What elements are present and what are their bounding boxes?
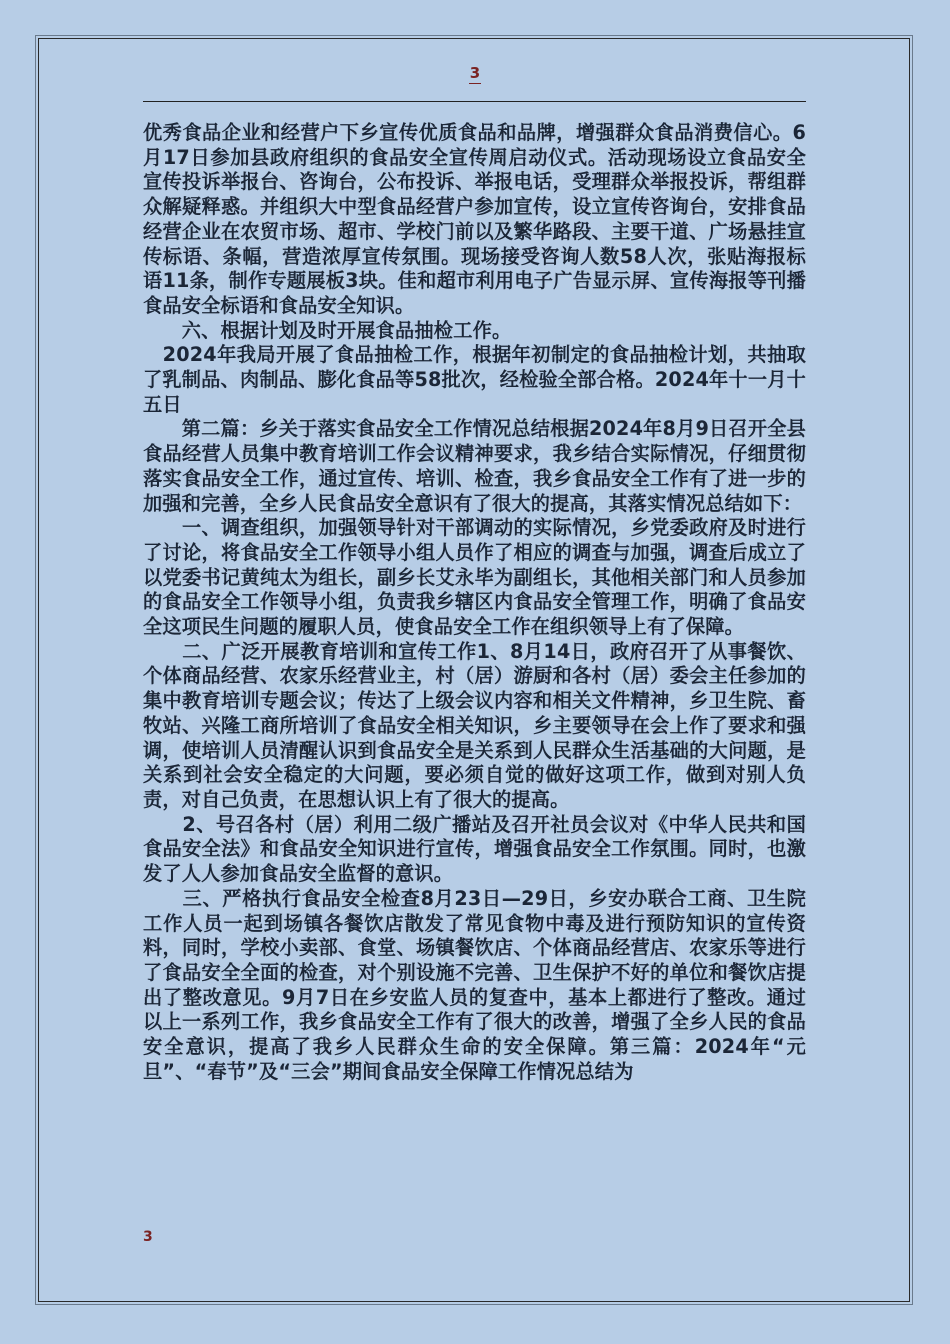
paragraph: 六、根据计划及时开展食品抽检工作。	[143, 318, 512, 342]
paragraph: 三、严格执行食品安全检查8月23日—29日，乡安办联合工商、卫生院工作人员一起到场镇各餐饮店散发了常见食物中毒及进行预防知识的宣传资料，同时，学校小卖部、食堂、场镇餐饮店、个体商品经营店、农家乐等进行了食品安全全面的检查，对个别设施不完善、卫生保护不好的单位和餐饮店提出了整改意见。9月7日在乡安监人员的复查中，基本上都进行了整改。通过以上一系列工作，我乡食品安全工作有了很大的改善，增强了全乡人民的食品安全意识，提高了我乡人民群众生命的安全保障。第三篇：2024年“元旦”、“春节”及“三会”期间食品安全保障工作情况总结为	[143, 886, 806, 1083]
paragraph: 优秀食品企业和经营户下乡宣传优质食品和品牌，增强群众食品消费信心。6月17日参加县政府组织的食品安全宣传周启动仪式。活动现场设立食品安全宣传投诉举报台、咨询台，公布投诉、举报电话，受理群众举报投诉，帮组群众解疑释惑。并组织大中型食品经营户参加宣传，设立宣传咨询台，安排食品经营企业在农贸市场、超市、学校门前以及繁华路段、主要干道、广场悬挂宣传标语、条幅，营造浓厚宣传氛围。现场接受咨询人数58人次，张贴海报标语11条，制作专题展板3块。佳和超市利用电子广告显示屏、宣传海报等刊播食品安全标语和食品安全知识。	[143, 121, 806, 317]
paragraph: 2024年我局开展了食品抽检工作，根据年初制定的食品抽检计划，共抽取了乳制品、肉制品、膨化食品等58批次，经检验全部合格。2024年十一月十五日	[143, 343, 806, 416]
header-page-number: 3	[469, 64, 481, 82]
paragraph: 一、调查组织，加强领导针对干部调动的实际情况，乡党委政府及时进行了讨论，将食品安全工作领导小组人员作了相应的调查与加强，调查后成立了以党委书记黄纯太为组长，副乡长艾永毕为副组长，其他相关部门和人员参加的食品安全工作领导小组，负责我乡辖区内食品安全管理工作，明确了食品安全这项民生问题的履职人员，使食品安全工作在组织领导上有了保障。	[143, 516, 806, 639]
footer-page-number: 3	[143, 1229, 153, 1245]
paragraph: 第二篇：乡关于落实食品安全工作情况总结根据2024年8月9日召开全县食品经营人员集中教育培训工作会议精神要求，我乡结合实际情况，仔细贯彻落实食品安全工作，通过宣传、培训、检查，我乡食品安全工作有了进一步的加强和完善，全乡人民食品安全意识有了很大的提高，其落实情况总结如下：	[143, 417, 806, 515]
header-divider	[143, 101, 806, 102]
paragraph: 二、广泛开展教育培训和宣传工作1、8月14日，政府召开了从事餐饮、个体商品经营、农家乐经营业主，村（居）游厨和各村（居）委会主任参加的集中教育培训专题会议；传达了上级会议内容和相关文件精神，乡卫生院、畜牧站、兴隆工商所培训了食品安全相关知识，乡主要领导在会上作了要求和强调，使培训人员清醒认识到食品安全是关系到人民群众生活基础的大问题，是关系到社会安全稳定的大问题，要必须自觉的做好这项工作，做到对别人负责，对自己负责，在思想认识上有了很大的提高。	[143, 639, 806, 811]
document-body	[143, 121, 806, 1084]
paragraph: 2、号召各村（居）利用二级广播站及召开社员会议对《中华人民共和国食品安全法》和食品安全知识进行宣传，增强食品安全工作氛围。同时，也激发了人人参加食品安全监督的意识。	[143, 812, 806, 886]
